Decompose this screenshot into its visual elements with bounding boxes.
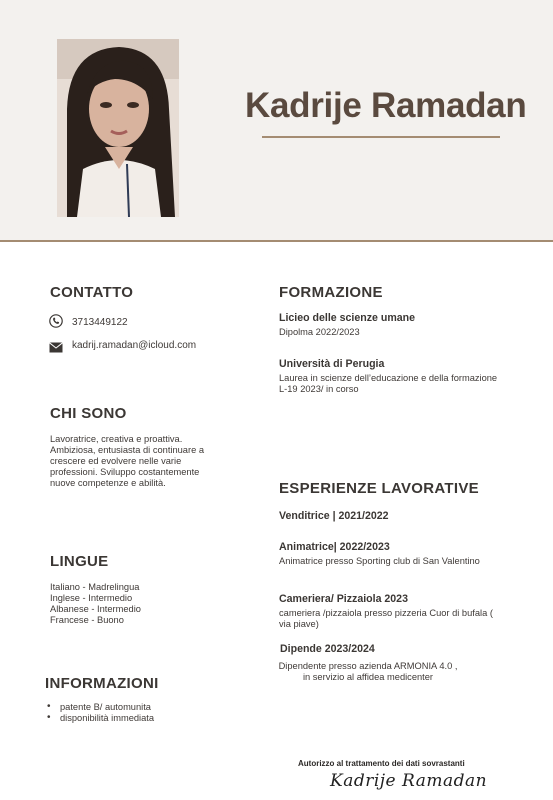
header-divider [0,240,553,242]
profile-photo-illustration [57,39,179,217]
esperienza-title: Venditrice | 2021/2022 [279,510,389,522]
chi-sono-line: Ambiziosa, entusiasta di continuare a [50,445,205,455]
chi-sono-text [50,434,204,489]
list-item: Italiano - Madrelingua [50,582,140,592]
esperienza-detail [279,608,493,630]
informazioni-heading: INFORMAZIONI [45,675,159,692]
esperienza-detail: Animatrice presso Sporting club di San Valentino [279,556,480,566]
esperienza-title: Cameriera/ Pizzaiola 2023 [279,593,408,605]
chi-sono-line: professioni. Sviluppo costantemente [50,467,200,477]
contatto-heading: CONTATTO [50,284,134,301]
lingue-heading: LINGUE [50,553,109,570]
chi-sono-line: Lavoratrice, creativa e proattiva. [50,434,183,444]
email-address: kadrij.ramadan@icloud.com [72,340,197,351]
formazione-line: L-19 2023/ in corso [279,384,359,394]
chi-sono-line: nuove competenze e abilità. [50,478,166,488]
signature: Kadrije Ramadan [330,771,488,791]
esperienza-line: in servizio al affidea medicenter [302,672,434,682]
chi-sono-line: crescere ed evolvere nelle varie [50,456,182,466]
formazione-detail [279,373,497,395]
formazione-heading: FORMAZIONE [279,284,383,301]
consent-text: Autorizzo al trattamento dei dati sovrastanti [298,759,465,768]
formazione-detail: Dipolma 2022/2023 [279,327,360,337]
esperienza-title: Animatrice| 2022/2023 [279,541,390,553]
full-name: Kadrije Ramadan [245,86,527,125]
esperienza-line: via piave) [279,619,319,629]
esperienze-heading: ESPERIENZE LAVORATIVE [279,480,479,497]
list-item: Albanese - Intermedio [50,604,141,614]
envelope-icon [49,340,63,354]
phone-number: 3713449122 [72,317,128,328]
esperienza-title: Dipende 2023/2024 [280,643,375,655]
list-item: • patente B/ automunita [45,702,154,713]
list-item: • disponibilità immediata [45,713,154,724]
formazione-line: Laurea in scienze dell’educazione e della formazione [279,373,498,383]
profile-photo [57,39,179,217]
formazione-title: Università di Perugia [279,358,385,370]
esperienza-detail [260,661,476,683]
esperienza-line: cameriera /pizzaiola presso pizzeria Cuor di bufala ( [279,608,493,618]
list-item: Francese - Buono [50,615,124,625]
esperienza-line: Dipendente presso azienda ARMONIA 4.0 , [278,661,458,671]
chi-sono-heading: CHI SONO [50,405,127,422]
name-underline [262,136,500,138]
informazioni-list [45,702,154,724]
lingue-list [50,582,141,626]
formazione-title: Licieo delle scienze umane [279,312,416,324]
list-item: Inglese - Intermedio [50,593,133,603]
phone-icon [49,314,63,328]
